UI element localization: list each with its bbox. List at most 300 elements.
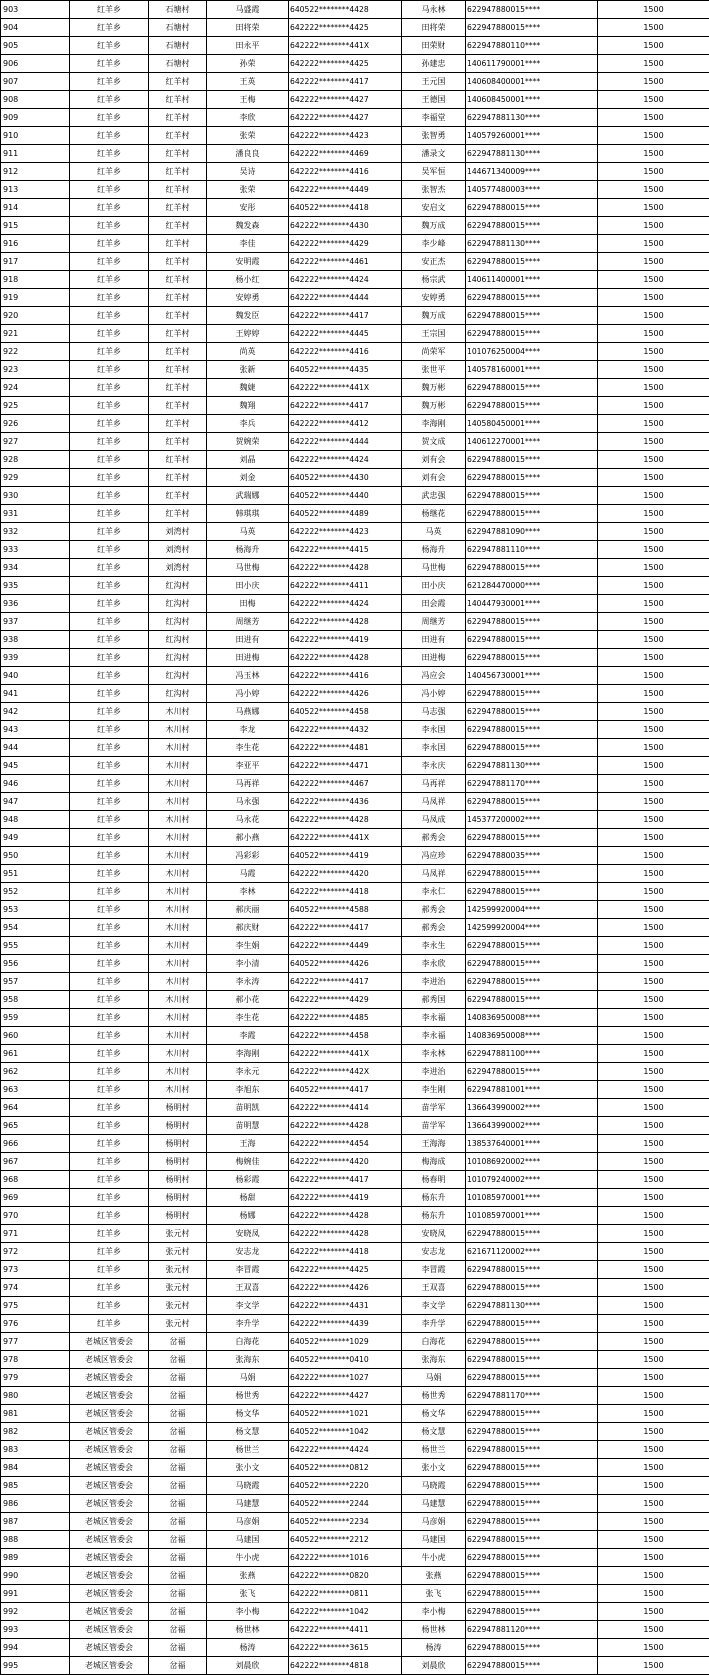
cell-township: 老城区管委会 xyxy=(70,1351,149,1369)
cell-name: 李旭东 xyxy=(207,1081,289,1099)
cell-account-number: 622947880015**** xyxy=(466,505,598,523)
cell-account-number: 622947880015**** xyxy=(466,469,598,487)
cell-amount: 1500 xyxy=(598,325,709,343)
cell-village: 红羊村 xyxy=(149,487,207,505)
cell-id-number: 640522********4419 xyxy=(289,847,402,865)
cell-row-number: 941 xyxy=(1,685,70,703)
cell-id-number: 642222********4430 xyxy=(289,217,402,235)
table-row xyxy=(1,1657,709,1675)
cell-account-holder: 苗学军 xyxy=(402,1099,466,1117)
cell-name: 李霞 xyxy=(207,1027,289,1045)
cell-row-number: 989 xyxy=(1,1549,70,1567)
cell-township: 红羊乡 xyxy=(70,1189,149,1207)
cell-id-number: 642222********4417 xyxy=(289,919,402,937)
cell-name: 魏发森 xyxy=(207,217,289,235)
cell-village: 岔福 xyxy=(149,1333,207,1351)
cell-row-number: 951 xyxy=(1,865,70,883)
cell-village: 红羊村 xyxy=(149,199,207,217)
table-row xyxy=(1,379,709,397)
cell-name: 郝庆财 xyxy=(207,919,289,937)
cell-name: 安志龙 xyxy=(207,1243,289,1261)
cell-amount: 1500 xyxy=(598,163,709,181)
cell-name: 马晓霞 xyxy=(207,1477,289,1495)
cell-name: 马英 xyxy=(207,523,289,541)
cell-row-number: 915 xyxy=(1,217,70,235)
cell-name: 马永花 xyxy=(207,811,289,829)
table-row xyxy=(1,271,709,289)
cell-account-holder: 安婷勇 xyxy=(402,289,466,307)
cell-village: 木川村 xyxy=(149,1081,207,1099)
cell-account-number: 622947881170**** xyxy=(466,775,598,793)
cell-amount: 1500 xyxy=(598,1549,709,1567)
table-row xyxy=(1,1387,709,1405)
cell-name: 杨涛 xyxy=(207,1639,289,1657)
cell-township: 红羊乡 xyxy=(70,469,149,487)
cell-account-number: 142599920004**** xyxy=(466,919,598,937)
cell-account-number: 622947880015**** xyxy=(466,217,598,235)
table-row xyxy=(1,1189,709,1207)
cell-row-number: 969 xyxy=(1,1189,70,1207)
cell-row-number: 927 xyxy=(1,433,70,451)
cell-amount: 1500 xyxy=(598,577,709,595)
cell-amount: 1500 xyxy=(598,1567,709,1585)
cell-name: 马建慧 xyxy=(207,1495,289,1513)
cell-village: 木川村 xyxy=(149,991,207,1009)
cell-amount: 1500 xyxy=(598,1315,709,1333)
cell-row-number: 983 xyxy=(1,1441,70,1459)
table-row xyxy=(1,1495,709,1513)
cell-account-holder: 张飞 xyxy=(402,1585,466,1603)
cell-village: 岔福 xyxy=(149,1441,207,1459)
cell-township: 红羊乡 xyxy=(70,145,149,163)
cell-amount: 1500 xyxy=(598,739,709,757)
cell-township: 老城区管委会 xyxy=(70,1621,149,1639)
cell-id-number: 642222********4428 xyxy=(289,811,402,829)
cell-account-number: 144671340009**** xyxy=(466,163,598,181)
cell-row-number: 938 xyxy=(1,631,70,649)
cell-account-number: 622947880015**** xyxy=(466,1405,598,1423)
cell-amount: 1500 xyxy=(598,703,709,721)
cell-id-number: 642222********1042 xyxy=(289,1603,402,1621)
cell-row-number: 963 xyxy=(1,1081,70,1099)
cell-village: 木川村 xyxy=(149,1009,207,1027)
cell-village: 刘湾村 xyxy=(149,541,207,559)
cell-township: 红羊乡 xyxy=(70,1171,149,1189)
cell-row-number: 912 xyxy=(1,163,70,181)
cell-row-number: 982 xyxy=(1,1423,70,1441)
cell-account-number: 622947880015**** xyxy=(466,1459,598,1477)
cell-township: 红羊乡 xyxy=(70,343,149,361)
cell-row-number: 924 xyxy=(1,379,70,397)
cell-id-number: 640522********1029 xyxy=(289,1333,402,1351)
table-row xyxy=(1,1297,709,1315)
cell-account-number: 101085970001**** xyxy=(466,1189,598,1207)
cell-amount: 1500 xyxy=(598,919,709,937)
cell-amount: 1500 xyxy=(598,1117,709,1135)
cell-village: 红羊村 xyxy=(149,379,207,397)
cell-row-number: 962 xyxy=(1,1063,70,1081)
cell-account-holder: 尚荣军 xyxy=(402,343,466,361)
table-row xyxy=(1,703,709,721)
cell-id-number: 642222********4428 xyxy=(289,1225,402,1243)
cell-id-number: 640522********4588 xyxy=(289,901,402,919)
cell-row-number: 929 xyxy=(1,469,70,487)
cell-name: 郝小花 xyxy=(207,991,289,1009)
cell-name: 李永元 xyxy=(207,1063,289,1081)
cell-id-number: 642222********4415 xyxy=(289,541,402,559)
table-row xyxy=(1,1315,709,1333)
cell-id-number: 642222********4424 xyxy=(289,595,402,613)
cell-account-holder: 杨世兰 xyxy=(402,1441,466,1459)
cell-account-holder: 马彦娟 xyxy=(402,1513,466,1531)
cell-id-number: 642222********4412 xyxy=(289,415,402,433)
cell-id-number: 642222********4424 xyxy=(289,271,402,289)
cell-account-number: 622947880015**** xyxy=(466,1261,598,1279)
cell-village: 木川村 xyxy=(149,1063,207,1081)
cell-account-number: 622947880015**** xyxy=(466,973,598,991)
cell-name: 魏婕 xyxy=(207,379,289,397)
cell-account-holder: 郝秀国 xyxy=(402,991,466,1009)
table-row xyxy=(1,883,709,901)
cell-account-number: 622947880015**** xyxy=(466,1639,598,1657)
cell-name: 田小庆 xyxy=(207,577,289,595)
cell-account-holder: 吴军恒 xyxy=(402,163,466,181)
cell-village: 木川村 xyxy=(149,1045,207,1063)
cell-name: 马彦娟 xyxy=(207,1513,289,1531)
cell-id-number: 642222********4431 xyxy=(289,1297,402,1315)
cell-id-number: 642222********4419 xyxy=(289,1189,402,1207)
cell-account-holder: 杨文华 xyxy=(402,1405,466,1423)
cell-township: 红羊乡 xyxy=(70,127,149,145)
cell-township: 老城区管委会 xyxy=(70,1441,149,1459)
cell-id-number: 642222********4436 xyxy=(289,793,402,811)
cell-account-number: 622947880015**** xyxy=(466,1603,598,1621)
cell-township: 红羊乡 xyxy=(70,703,149,721)
cell-village: 岔福 xyxy=(149,1603,207,1621)
cell-account-number: 622947880015**** xyxy=(466,613,598,631)
cell-name: 李海刚 xyxy=(207,1045,289,1063)
cell-id-number: 642222********441X xyxy=(289,829,402,847)
cell-id-number: 640522********2220 xyxy=(289,1477,402,1495)
cell-id-number: 642222********4425 xyxy=(289,55,402,73)
cell-amount: 1500 xyxy=(598,1333,709,1351)
cell-account-number: 622947880015**** xyxy=(466,1567,598,1585)
cell-township: 红羊乡 xyxy=(70,253,149,271)
cell-township: 红羊乡 xyxy=(70,1297,149,1315)
cell-account-number: 622947880015**** xyxy=(466,1315,598,1333)
cell-name: 马盛霞 xyxy=(207,1,289,19)
cell-account-number: 622947880015**** xyxy=(466,991,598,1009)
cell-id-number: 642222********4818 xyxy=(289,1657,402,1675)
cell-amount: 1500 xyxy=(598,595,709,613)
cell-account-number: 622947881130**** xyxy=(466,1297,598,1315)
table-row xyxy=(1,1225,709,1243)
cell-account-holder: 刘有会 xyxy=(402,469,466,487)
cell-account-number: 622947880015**** xyxy=(466,1513,598,1531)
cell-village: 杨明村 xyxy=(149,1099,207,1117)
cell-account-number: 622947881170**** xyxy=(466,1387,598,1405)
cell-township: 红羊乡 xyxy=(70,937,149,955)
cell-account-holder: 李进治 xyxy=(402,1063,466,1081)
cell-account-holder: 张海东 xyxy=(402,1351,466,1369)
table-row xyxy=(1,1477,709,1495)
cell-amount: 1500 xyxy=(598,847,709,865)
cell-amount: 1500 xyxy=(598,235,709,253)
cell-name: 贺婉荣 xyxy=(207,433,289,451)
cell-township: 红羊乡 xyxy=(70,109,149,127)
cell-name: 安婷勇 xyxy=(207,289,289,307)
cell-row-number: 976 xyxy=(1,1315,70,1333)
cell-amount: 1500 xyxy=(598,721,709,739)
cell-row-number: 907 xyxy=(1,73,70,91)
cell-row-number: 981 xyxy=(1,1405,70,1423)
cell-id-number: 640522********0812 xyxy=(289,1459,402,1477)
cell-village: 红羊村 xyxy=(149,451,207,469)
cell-row-number: 974 xyxy=(1,1279,70,1297)
cell-account-number: 622947881110**** xyxy=(466,541,598,559)
cell-township: 红羊乡 xyxy=(70,73,149,91)
cell-township: 红羊乡 xyxy=(70,505,149,523)
cell-township: 红羊乡 xyxy=(70,1315,149,1333)
cell-row-number: 968 xyxy=(1,1171,70,1189)
cell-id-number: 642222********4471 xyxy=(289,757,402,775)
table-row xyxy=(1,37,709,55)
cell-row-number: 952 xyxy=(1,883,70,901)
cell-amount: 1500 xyxy=(598,523,709,541)
cell-village: 岔福 xyxy=(149,1495,207,1513)
cell-amount: 1500 xyxy=(598,1243,709,1261)
cell-account-number: 140836950008**** xyxy=(466,1009,598,1027)
cell-township: 红羊乡 xyxy=(70,793,149,811)
cell-township: 红羊乡 xyxy=(70,991,149,1009)
cell-township: 红羊乡 xyxy=(70,19,149,37)
cell-account-holder: 马建国 xyxy=(402,1531,466,1549)
cell-account-number: 136643990002**** xyxy=(466,1099,598,1117)
cell-amount: 1500 xyxy=(598,829,709,847)
table-row xyxy=(1,1045,709,1063)
cell-account-holder: 安志龙 xyxy=(402,1243,466,1261)
cell-account-number: 621284470000**** xyxy=(466,577,598,595)
cell-row-number: 905 xyxy=(1,37,70,55)
cell-account-holder: 冯应珍 xyxy=(402,847,466,865)
cell-account-holder: 杨宗武 xyxy=(402,271,466,289)
cell-amount: 1500 xyxy=(598,955,709,973)
cell-account-number: 101076250004**** xyxy=(466,343,598,361)
table-row xyxy=(1,1459,709,1477)
cell-amount: 1500 xyxy=(598,1189,709,1207)
cell-name: 安明霞 xyxy=(207,253,289,271)
cell-township: 老城区管委会 xyxy=(70,1333,149,1351)
cell-account-number: 622947880015**** xyxy=(466,685,598,703)
cell-name: 田梅 xyxy=(207,595,289,613)
cell-village: 木川村 xyxy=(149,811,207,829)
cell-account-holder: 安正杰 xyxy=(402,253,466,271)
cell-account-number: 140577480003**** xyxy=(466,181,598,199)
table-row xyxy=(1,1027,709,1045)
table-row xyxy=(1,829,709,847)
cell-row-number: 971 xyxy=(1,1225,70,1243)
cell-township: 红羊乡 xyxy=(70,901,149,919)
cell-account-number: 622947880015**** xyxy=(466,1423,598,1441)
cell-amount: 1500 xyxy=(598,55,709,73)
cell-name: 杨世林 xyxy=(207,1621,289,1639)
cell-village: 岔福 xyxy=(149,1405,207,1423)
cell-name: 郝小燕 xyxy=(207,829,289,847)
cell-account-number: 622947880015**** xyxy=(466,1477,598,1495)
cell-township: 红羊乡 xyxy=(70,325,149,343)
cell-row-number: 991 xyxy=(1,1585,70,1603)
cell-account-number: 622947880015**** xyxy=(466,955,598,973)
cell-township: 红羊乡 xyxy=(70,541,149,559)
cell-township: 红羊乡 xyxy=(70,451,149,469)
cell-name: 李龙 xyxy=(207,721,289,739)
table-row xyxy=(1,1513,709,1531)
cell-row-number: 908 xyxy=(1,91,70,109)
cell-account-holder: 王宗国 xyxy=(402,325,466,343)
cell-township: 红羊乡 xyxy=(70,919,149,937)
cell-id-number: 642222********4458 xyxy=(289,1027,402,1045)
cell-village: 木川村 xyxy=(149,829,207,847)
cell-village: 岔福 xyxy=(149,1621,207,1639)
table-row xyxy=(1,541,709,559)
table-row xyxy=(1,1621,709,1639)
cell-township: 红羊乡 xyxy=(70,217,149,235)
cell-row-number: 920 xyxy=(1,307,70,325)
cell-township: 红羊乡 xyxy=(70,829,149,847)
cell-amount: 1500 xyxy=(598,613,709,631)
table-row xyxy=(1,1153,709,1171)
cell-row-number: 955 xyxy=(1,937,70,955)
cell-row-number: 937 xyxy=(1,613,70,631)
cell-amount: 1500 xyxy=(598,1441,709,1459)
cell-account-holder: 安启文 xyxy=(402,199,466,217)
cell-village: 岔福 xyxy=(149,1657,207,1675)
cell-row-number: 934 xyxy=(1,559,70,577)
cell-township: 红羊乡 xyxy=(70,289,149,307)
cell-amount: 1500 xyxy=(598,883,709,901)
table-row xyxy=(1,469,709,487)
cell-row-number: 916 xyxy=(1,235,70,253)
cell-row-number: 935 xyxy=(1,577,70,595)
cell-village: 张元村 xyxy=(149,1243,207,1261)
cell-id-number: 642222********4467 xyxy=(289,775,402,793)
cell-township: 老城区管委会 xyxy=(70,1369,149,1387)
cell-village: 红羊村 xyxy=(149,127,207,145)
cell-amount: 1500 xyxy=(598,487,709,505)
cell-account-number: 622947880035**** xyxy=(466,847,598,865)
cell-account-number: 140580450001**** xyxy=(466,415,598,433)
cell-amount: 1500 xyxy=(598,19,709,37)
cell-account-number: 622947880015**** xyxy=(466,325,598,343)
cell-id-number: 640522********2212 xyxy=(289,1531,402,1549)
cell-account-holder: 孙建忠 xyxy=(402,55,466,73)
cell-row-number: 933 xyxy=(1,541,70,559)
cell-account-holder: 张燕 xyxy=(402,1567,466,1585)
cell-name: 马燕娜 xyxy=(207,703,289,721)
cell-amount: 1500 xyxy=(598,253,709,271)
cell-account-number: 145377200002**** xyxy=(466,811,598,829)
cell-account-number: 622947880015**** xyxy=(466,307,598,325)
table-row xyxy=(1,181,709,199)
cell-account-holder: 马志强 xyxy=(402,703,466,721)
cell-village: 木川村 xyxy=(149,739,207,757)
cell-id-number: 642222********4427 xyxy=(289,91,402,109)
table-row xyxy=(1,649,709,667)
cell-account-holder: 李文学 xyxy=(402,1297,466,1315)
cell-amount: 1500 xyxy=(598,631,709,649)
cell-row-number: 904 xyxy=(1,19,70,37)
cell-row-number: 903 xyxy=(1,1,70,19)
cell-id-number: 642222********0820 xyxy=(289,1567,402,1585)
cell-amount: 1500 xyxy=(598,1405,709,1423)
cell-township: 红羊乡 xyxy=(70,1063,149,1081)
cell-account-holder: 潘录文 xyxy=(402,145,466,163)
table-row xyxy=(1,109,709,127)
cell-id-number: 642222********4428 xyxy=(289,1207,402,1225)
cell-village: 红沟村 xyxy=(149,577,207,595)
cell-village: 木川村 xyxy=(149,919,207,937)
cell-township: 红羊乡 xyxy=(70,811,149,829)
cell-id-number: 642222********4416 xyxy=(289,343,402,361)
cell-account-holder: 杨春明 xyxy=(402,1171,466,1189)
table-row xyxy=(1,505,709,523)
cell-row-number: 921 xyxy=(1,325,70,343)
cell-amount: 1500 xyxy=(598,1603,709,1621)
table-row xyxy=(1,1333,709,1351)
cell-village: 岔福 xyxy=(149,1513,207,1531)
table-row xyxy=(1,1279,709,1297)
cell-village: 杨明村 xyxy=(149,1135,207,1153)
cell-township: 红羊乡 xyxy=(70,1117,149,1135)
cell-row-number: 919 xyxy=(1,289,70,307)
cell-id-number: 642222********4419 xyxy=(289,631,402,649)
cell-village: 刘湾村 xyxy=(149,523,207,541)
cell-amount: 1500 xyxy=(598,73,709,91)
cell-township: 红羊乡 xyxy=(70,847,149,865)
cell-row-number: 913 xyxy=(1,181,70,199)
cell-amount: 1500 xyxy=(598,775,709,793)
cell-name: 马霞 xyxy=(207,865,289,883)
cell-name: 李林 xyxy=(207,883,289,901)
cell-village: 木川村 xyxy=(149,955,207,973)
cell-name: 冯彩彩 xyxy=(207,847,289,865)
cell-name: 杨小红 xyxy=(207,271,289,289)
cell-id-number: 642222********4485 xyxy=(289,1009,402,1027)
cell-account-number: 622947881130**** xyxy=(466,235,598,253)
table-row xyxy=(1,757,709,775)
cell-amount: 1500 xyxy=(598,811,709,829)
cell-amount: 1500 xyxy=(598,1369,709,1387)
cell-id-number: 642222********4427 xyxy=(289,109,402,127)
cell-township: 红羊乡 xyxy=(70,487,149,505)
cell-row-number: 944 xyxy=(1,739,70,757)
cell-village: 红羊村 xyxy=(149,163,207,181)
cell-village: 红羊村 xyxy=(149,91,207,109)
cell-amount: 1500 xyxy=(598,451,709,469)
table-row xyxy=(1,937,709,955)
cell-row-number: 940 xyxy=(1,667,70,685)
cell-amount: 1500 xyxy=(598,1531,709,1549)
cell-account-number: 101086920002**** xyxy=(466,1153,598,1171)
cell-township: 红羊乡 xyxy=(70,865,149,883)
cell-name: 李小清 xyxy=(207,955,289,973)
cell-id-number: 642222********4417 xyxy=(289,307,402,325)
cell-village: 岔福 xyxy=(149,1351,207,1369)
cell-id-number: 642222********441X xyxy=(289,1045,402,1063)
cell-row-number: 936 xyxy=(1,595,70,613)
cell-amount: 1500 xyxy=(598,343,709,361)
cell-village: 红羊村 xyxy=(149,361,207,379)
